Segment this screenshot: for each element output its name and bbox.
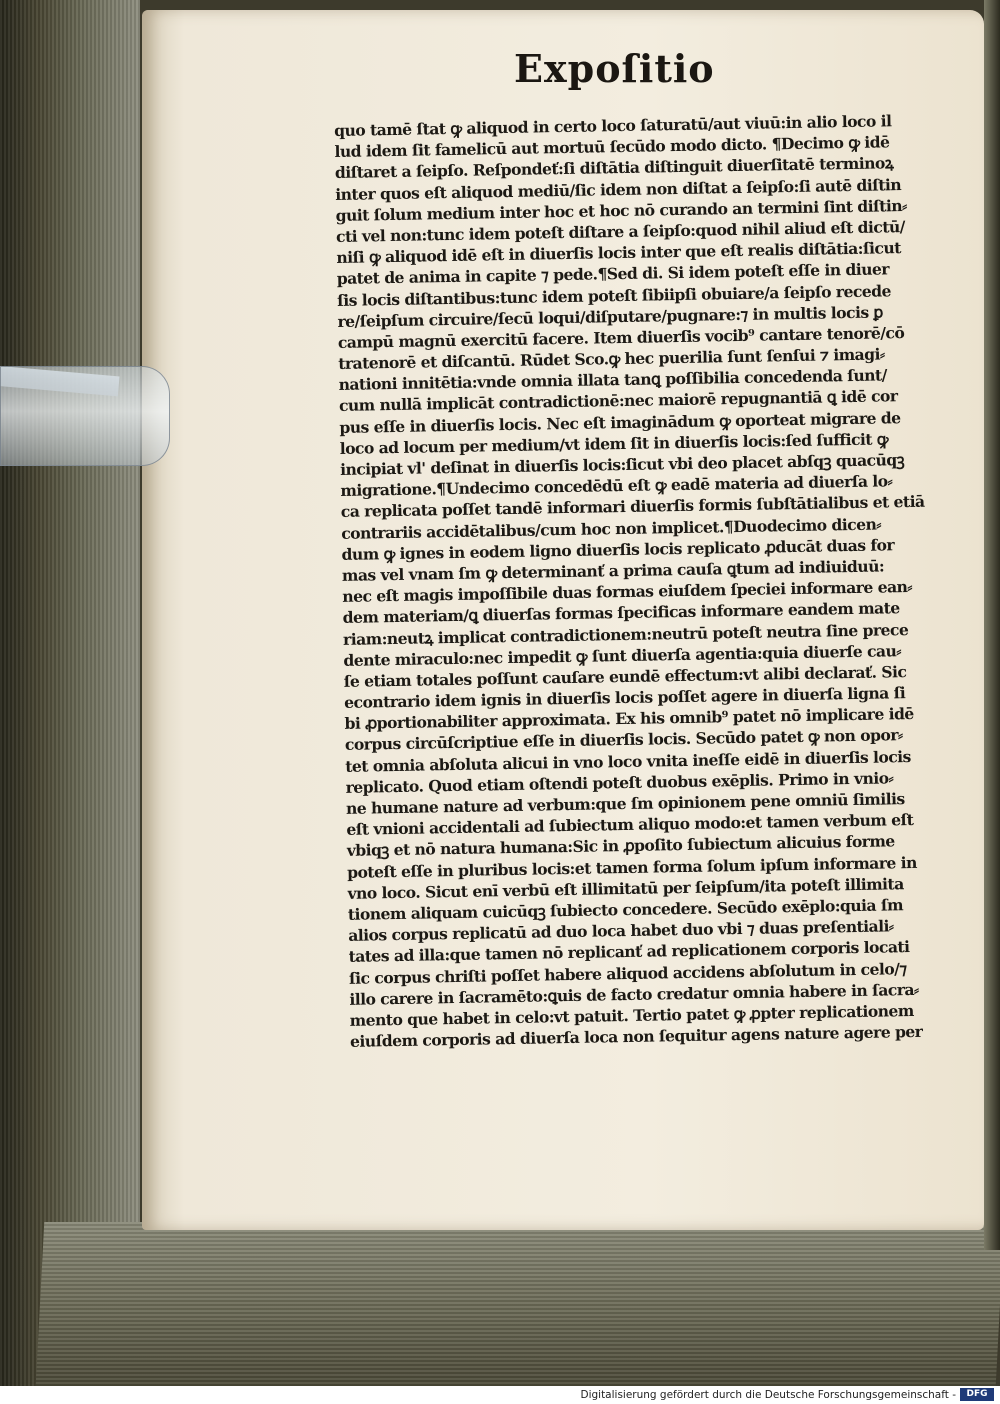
text-line: poteſt eſſe in pluribus locis:et tamen forma ſolum ipſum informare in	[346, 852, 917, 882]
text-line: pus eſſe in diuerſis locis. Nec eſt imaginādum ꝙ oporteat migrare de	[339, 407, 901, 437]
text-line: eſt vnioni accidentali ad ſubiectum aliquo modo:et tamen verbum eſt	[346, 810, 914, 840]
text-line: campū magnū exercitū facere. Item diuerſis vocib⁹ cantare tenorē/cō	[337, 322, 905, 352]
book-bottom-edge	[36, 1222, 1000, 1386]
book-page-edges	[0, 0, 140, 1386]
text-line: vno loco. Sicut enī verbū eſt illimitatū per ſeipſum/ita poteſt illimita	[347, 873, 904, 903]
text-line: nec eſt magis impoſſibile duas formas eiuſdem ſpeciei informare ean⸗	[342, 577, 913, 607]
text-line: lud idem ſit famelicū aut mortuū ſecūdo modo dicto. ¶Decimo ꝙ idē	[334, 132, 890, 162]
text-line: patet de anima in capite ⁊ pede.¶Sed di. Si idem poteſt eſſe in diuer	[336, 259, 890, 289]
text-line: ſe etiam totales poſſunt cauſare eundē effectum:vt alibi declarať. Sic	[343, 661, 907, 691]
text-line: diſtaret a ſeipſo. Reſpondeť:ſi diſtātia diſtinguit diuerſitatē terminoꝝ	[334, 153, 894, 183]
text-line: eiuſdem corporis ad diuerſa loca non ſequitur agens nature agere per	[349, 1021, 923, 1051]
text-line: ſic corpus chriſti poſſet habere aliquod accidens abſolutum in celo/⁊	[348, 958, 907, 988]
text-line: bi ꝓportionabiliter approximata. Ex his omnib⁹ patet nō implicare idē	[344, 704, 914, 734]
text-line: guit ſolum medium inter hoc et hoc nō curando an termini ſint diſtin⸗	[335, 195, 907, 225]
text-line: mento que habet in celo:vt patuit. Tertio patet ꝙ ꝓpter replicationem	[349, 1000, 914, 1030]
text-line: mas vel vnam ſm ꝙ determinanť a prima cauſa ꝗtum ad indiuiduū:	[341, 556, 885, 585]
text-line: cti vel non:tunc idem poteſt diſtare a ſeipſo:quod nihil aliud eſt dictū/	[335, 216, 905, 246]
text-line: econtrario idem ignis in diuerſis locis poſſet agere in diuerſa ligna ſi	[344, 683, 906, 712]
text-line: dum ꝙ ignes in eodem ligno diuerſis locis replicato ꝓducāt duas for	[341, 535, 895, 564]
dfg-logo: DFG	[960, 1388, 994, 1401]
page-right-shadow	[984, 0, 1000, 1250]
text-line: contrariis accidētalibus/cum hoc non implicet.¶Duodecimo dicen⸗	[341, 514, 882, 543]
text-line: replicato. Quod etiam oſtendi poteſt duobus exēplis. Primo in vnio⸗	[345, 768, 894, 797]
text-line: nationi innitētia:vnde omnia illata tanꝗ poſſibilia concedenda ſunt/	[338, 365, 887, 395]
text-line: cum nullā implicāt contradictionē:nec maiorē repugnantiā ꝗ idē cor	[338, 386, 898, 416]
footer-bar	[0, 1386, 1000, 1404]
text-line: corpus circūſcriptiue eſſe in diuerſis locis. Secūdo patet ꝙ non opor⸗	[344, 725, 903, 755]
text-line: re/ſeipſum circuire/ſecū loqui/diſputare/pugnare:⁊ in multis locis ꝑ	[337, 302, 883, 331]
text-line: vbiqꝫ et nō natura humana:Sic in ꝓpoſito ſubiectum alicuius forme	[346, 831, 895, 861]
text-line: tratenorē et diſcantū. Rūdet Sco.ꝙ hec puerilia ſunt ſenſui ⁊ imagi⸗	[338, 344, 885, 374]
text-line: ſis locis diſtantibus:tunc idem poteſt ſibiipſi obuiare/a ſeipſo recede	[336, 280, 892, 310]
text-line: dente miraculo:nec impedit ꝙ ſunt diuerſa agentia:quia diuerſe cau⸗	[343, 640, 902, 670]
page-heading: Expoſitio	[514, 46, 715, 91]
text-line: inter quos eſt aliquod mediū/ſic idem non diſtat a ſeipſo:ſi autē diſtin	[335, 174, 902, 204]
text-line: tates ad illa:que tamen nō replicanť ad replicationem corporis locati	[348, 937, 910, 967]
text-line: incipiat vl' deſinat in diuerſis locis:ſicut vbi deo placet abſqꝫ quacūqꝫ	[339, 450, 905, 479]
text-line: quo tamē ſtat ꝙ aliquod in certo loco ſaturatū/aut viuū:in alio loco il	[334, 111, 892, 140]
text-line: ca replicata poſſet tandē informari diuerſis formis ſubſtātialibus et etiā	[340, 492, 925, 522]
text-line: loco ad locum per medium/vt idem ſit in diuerſis locis:ſed ſufficit ꝙ	[339, 429, 889, 458]
text-line: migratione.¶Undecimo concedēdū eſt ꝙ eadē materia ad diuerſa lo⸗	[340, 471, 893, 501]
text-line: riam:neutꝝ implicat contradictionem:neutrū poteſt neutra ſine prece	[342, 619, 909, 649]
text-line: tet omnia abſoluta alicui in vno loco vnita ineſſe eidē in diuerſis locis	[345, 746, 911, 776]
funding-credit: Digitalisierung gefördert durch die Deutsche Forschungsgemeinschaft -	[580, 1389, 956, 1401]
text-line: illo carere in ſacramēto:ꝗuis de facto credatur omnia habere in ſacra⸗	[349, 979, 919, 1009]
text-line: tionem aliquam cuicūqꝫ ſubiecto concedere. Secūdo exēplo:quia ſm	[347, 895, 904, 924]
body-text	[334, 110, 946, 1053]
text-line: alios corpus replicatū ad duo loca habet duo vbi ⁊ duas preſentiali⸗	[348, 916, 894, 945]
text-line: ne humane nature ad verbum:que ſm opinionem pene omniū ſimilis	[345, 789, 905, 818]
text-line: dem materiam/ꝗ diuerſas formas ſpecificas informare eandem mate	[342, 598, 900, 628]
page-clip	[0, 366, 170, 466]
text-line: niſi ꝙ aliquod idē eſt in diuerſis locis inter que eſt realis diſtātia:ſicut	[336, 238, 901, 268]
